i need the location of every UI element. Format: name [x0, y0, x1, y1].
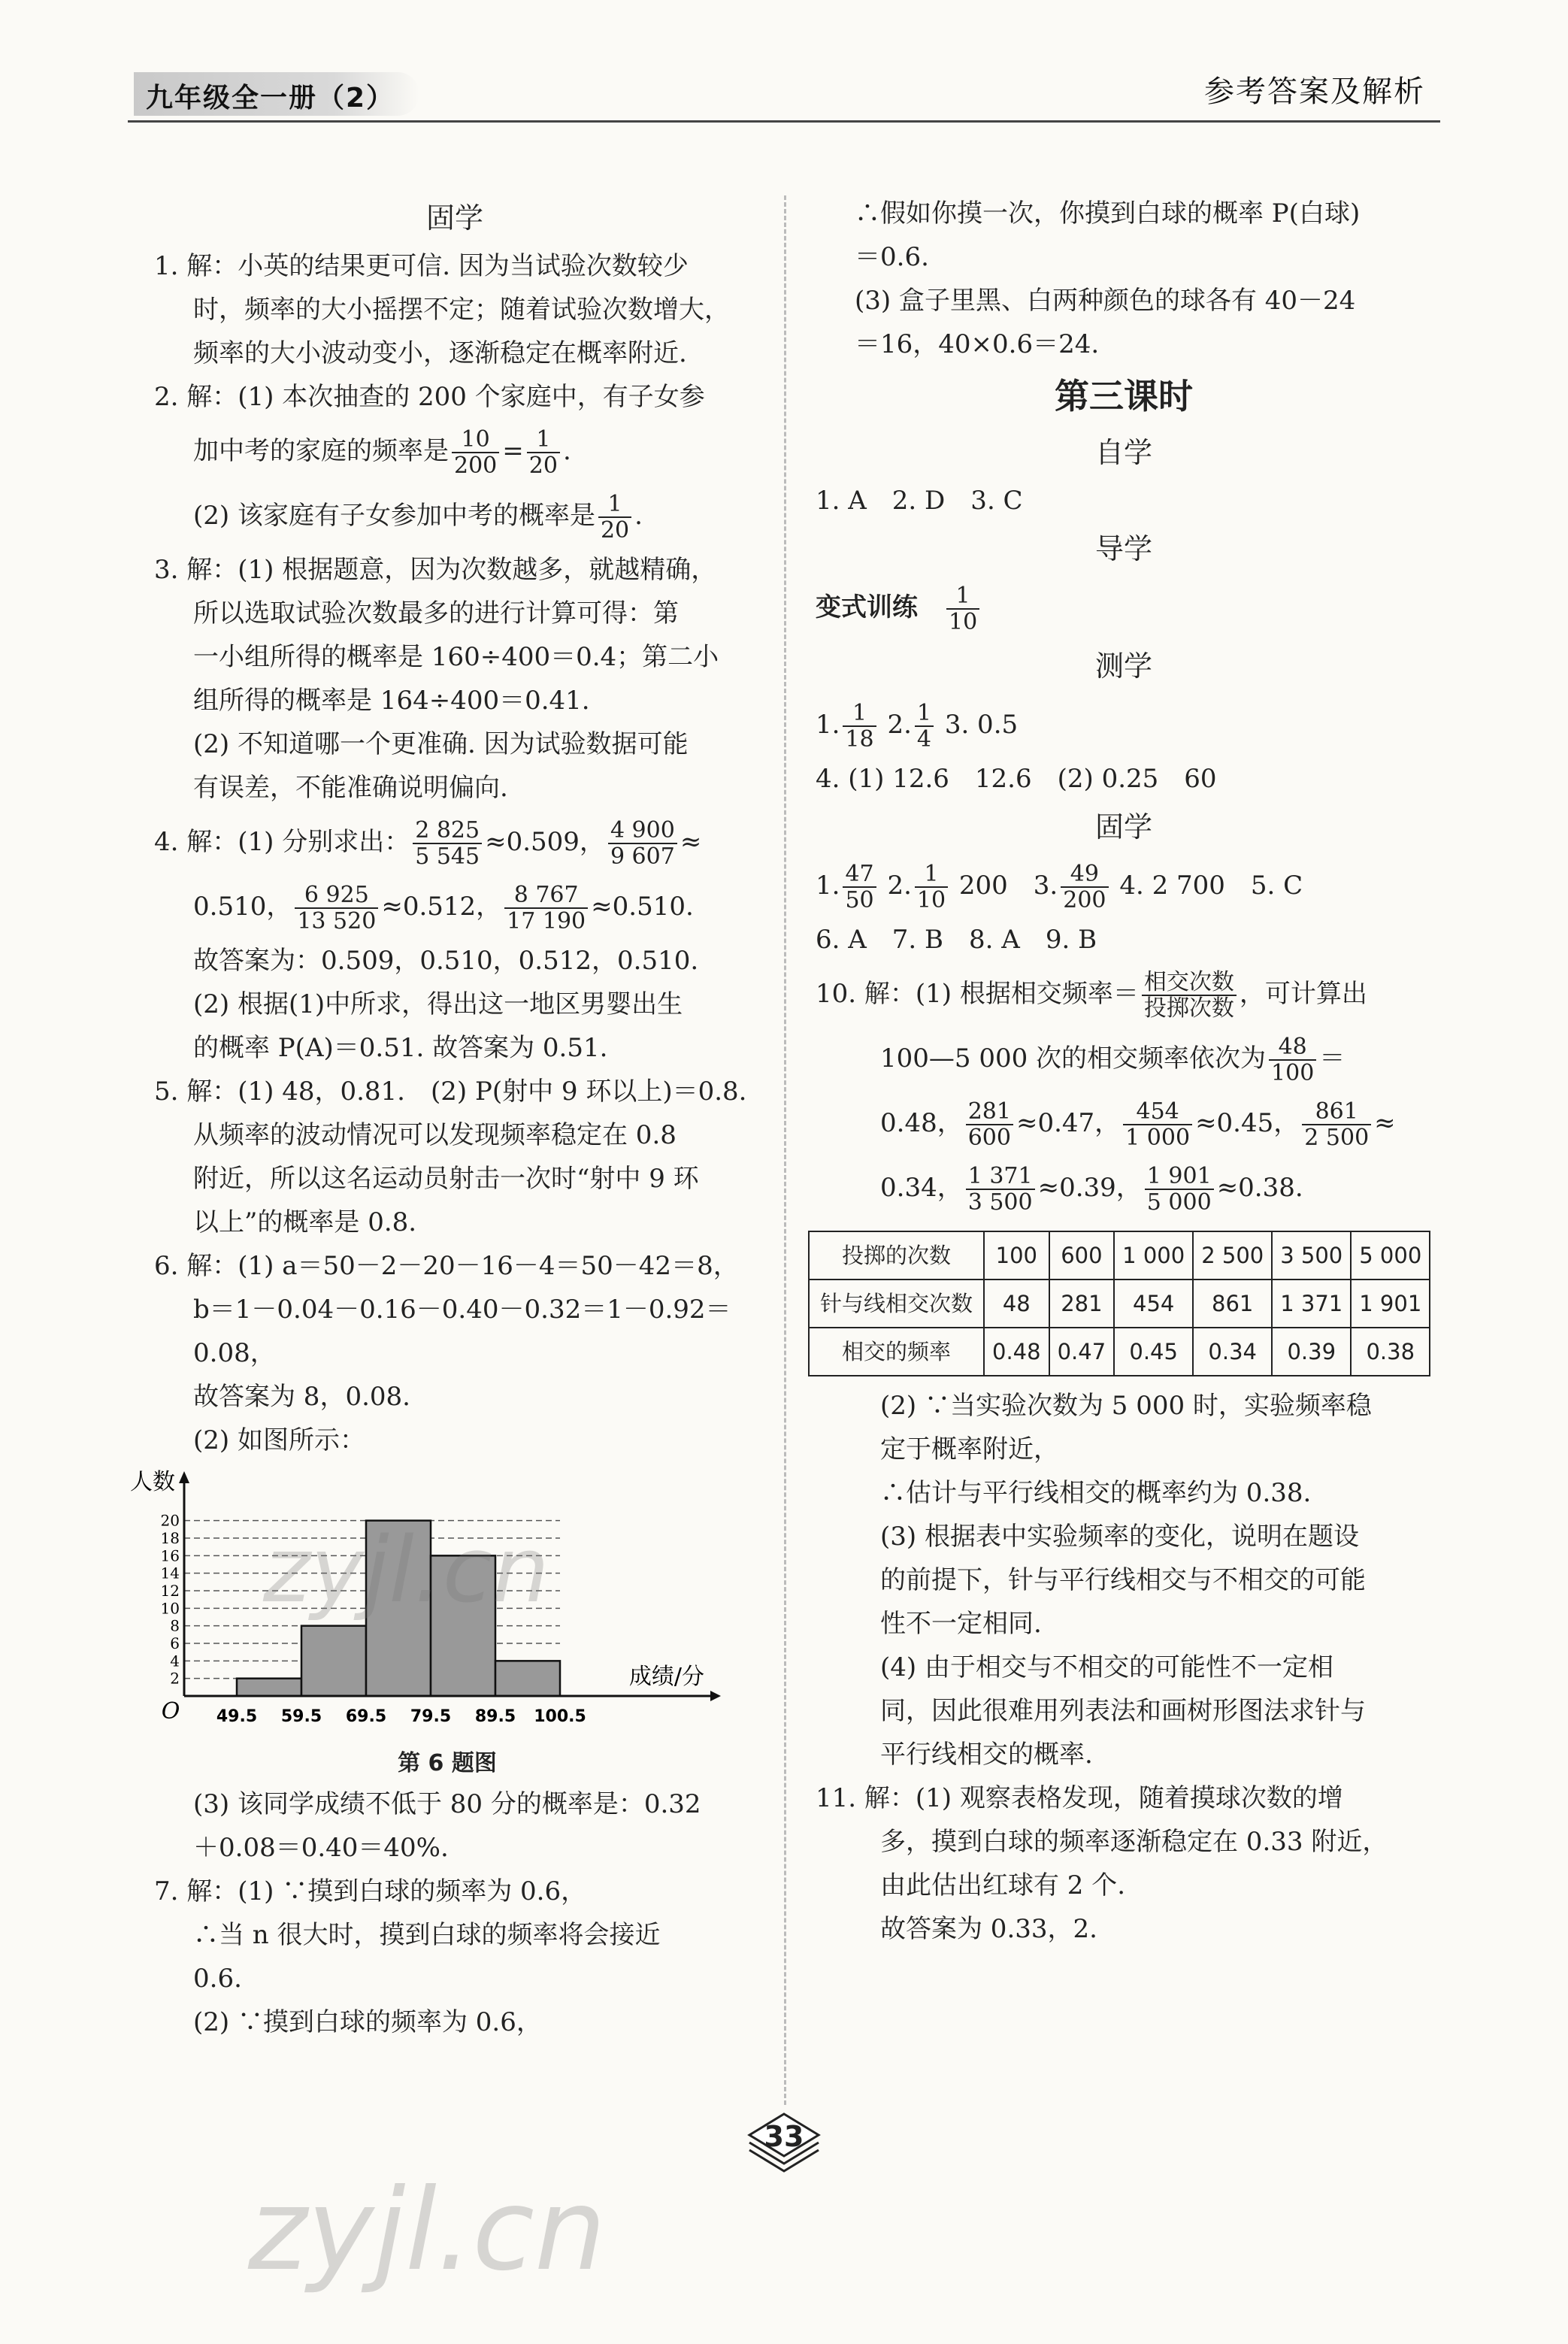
fraction: $\frac{49}{200}$ [1061, 862, 1108, 913]
y-tick-label: 6 [170, 1634, 180, 1652]
table-row: 投掷的次数 100 600 1 000 2 500 3 500 5 000 [809, 1231, 1430, 1280]
fraction: $\frac{10}{200}$ [452, 427, 499, 478]
fraction: $\frac{1}{20}$ [527, 427, 560, 478]
answer-q7: 7. 解：(1) ∵摸到白球的频率为 0.6， ∴当 n 很大时，摸到白球的频率将会接近 0.6. (2) ∵摸到白球的频率为 0.6， [154, 1876, 661, 2037]
x-tick-label: 59.5 [280, 1707, 322, 1726]
y-tick-label: 10 [160, 1599, 180, 1618]
zixue-heading: 自学 [1094, 436, 1152, 469]
right-column: ∴假如你摸一次，你摸到白球的概率 P(白球) ＝0.6. (3) 盒子里黑、白两种颜色的球各有 40－24 ＝16，40×0.6＝24. 第三课时 自学 1. A 2. D 3. C 导学 变式训练 $\frac{1}{10}$ 测学 1. $\frac{1}{18}$ 2. $\frac{1}{4}$ 3. 0.5 4. (1) 12.6 12.6 (2) 0.25 60 固学 1. $\frac{47}{50}$ 2. $\frac{1}{10}$ 200 3. $\frac{49}{200}$ 4. 2 700 5. C 6. A 7. B 8. A 9. B 10. 解：(1) 根据相交频率＝ $\frac{\text{相交次数}}{\text{投掷次数}}$ ，可计算出 100—5 000 次的相交频率依次为 $\frac{48}{100}$ ＝ 0.48， $\frac{281}{600}$ ≈0.47， $\frac{454}{1 000}$ ≈0.45， $\frac{861}{2 500}$ ≈ 0.34， $\frac{1 371}{3 500}$ ≈0.39， $\frac{1 901}{5 000}$ ≈0.38. 投掷的次数 100 600 1 000 2 500 3 500 5 000 针与线相交次数 48 281 454 861 1 371 1 901 相交的频率 0.48 0.47 0.45 0.34 0.39 0.38 (2) ∵当实验次数为 5 000 时，实验频率稳 定于概率附近， ∴估计与平行线相交的概率约为 0.38. (3) 根据表中实验频率的变化，说明在题设 的前提下，针与平行线相交与不相交的可能 性不一定相同. (4) 由于相交与不相交的可能性不一定相 同，因此很难用列表法和画树形图法求针与 平行线相交的概率. 11. 解：(1) 观察表格发现，随着摸球次数的增 多，摸到白球的频率逐渐稳定在 0.33 附近， 由此估出红球有 2 个. 故答案为 0.33，2. [816, 192, 1432, 1951]
x-tick-label: 89.5 [474, 1707, 516, 1726]
zixue-answers: 1. A 2. D 3. C [816, 486, 1023, 516]
frequency-table [808, 1231, 1430, 1376]
y-tick-label: 14 [160, 1564, 180, 1582]
fraction: $\frac{\text{相交次数}}{\text{投掷次数}}$ [1142, 970, 1237, 1021]
lesson-title: 第三课时 [1055, 376, 1193, 416]
answer-q10: 10. 解：(1) 根据相交频率＝ $\frac{\text{相交次数}}{\text{投掷次数}}$ ，可计算出 100—5 000 次的相交频率依次为 $\frac{48}{100}$ ＝ 0.48， $\frac{281}{600}$ ≈0.47， $\frac{454}{1 000}$ ≈0.45， $\frac{861}{2 500}$ ≈ 0.34， $\frac{1 371}{3 500}$ ≈0.39， $\frac{1 901}{5 000}$ ≈0.38. 投掷的次数 100 600 1 000 2 500 3 500 5 000 针与线相交次数 48 281 454 861 1 371 1 901 相交的频率 0.48 0.47 0.45 0.34 0.39 0.38 (2) ∵当实验次数为 5 000 时，实验频率稳 定于概率附近， ∴估计与平行线相交的概率约为 0.38. (3) 根据表中实验频率的变化，说明在题设 的前提下，针与平行线相交与不相交的可能 性不一定相同. (4) 由于相交与不相交的可能性不一定相 同，因此很难用列表法和画树形图法求针与 平行线相交的概率. [816, 962, 1432, 1776]
bianshi-answer: 变式训练 $\frac{1}{10}$ [816, 575, 1432, 640]
guxue-heading-2: 固学 [1094, 810, 1152, 843]
answer-q3: 3. 解：(1) 根据题意，因为次数越多，就越精确， 所以选取试验次数最多的进行计算可得：第 一小组所得的概率是 160÷400＝0.4；第二小 组所得的概率是 164÷400＝0.41. (2) 不知道哪一个更准确. 因为试验数据可能 有误差，不能准确说明偏向. [154, 555, 719, 803]
header-rule [128, 120, 1440, 123]
answer-q1: 1. 解：小英的结果更可信. 因为当试验次数较少 时，频率的大小摇摆不定；随着试验次数增大， 频率的大小波动变小，逐渐稳定在概率附近. [154, 251, 730, 368]
histogram-bar [301, 1626, 366, 1696]
daoxue-heading: 导学 [1094, 532, 1152, 565]
guxue-heading: 固学 [425, 201, 483, 235]
y-tick-label: 12 [160, 1582, 180, 1600]
fraction: $\frac{6 925}{13 520}$ [295, 883, 378, 934]
cexue-answers: 1. $\frac{1}{18}$ 2. $\frac{1}{4}$ 3. 0.5 [816, 700, 1019, 753]
fraction: $\frac{1}{20}$ [598, 492, 631, 543]
answer-q5: 5. 解：(1) 48，0.81. (2) P(射中 9 环以上)＝0.8. 从频率的波动情况可以发现频率稳定在 0.8 附近，所以这名运动员射击一次时“射中 9 环 以上”的概率是 0.8. [154, 1077, 747, 1237]
fraction: $\frac{1 371}{3 500}$ [966, 1164, 1035, 1215]
histogram-bar [237, 1679, 301, 1696]
cexue-heading: 测学 [1094, 650, 1152, 683]
fraction: $\frac{281}{600}$ [966, 1099, 1013, 1150]
x-tick-label: 69.5 [345, 1707, 387, 1726]
watermark-bottom: zyjl.cn [248, 2165, 607, 2296]
table-row: 针与线相交次数 48 281 454 861 1 371 1 901 [809, 1280, 1430, 1328]
fraction: $\frac{454}{1 000}$ [1123, 1099, 1192, 1150]
y-tick-label: 16 [160, 1546, 180, 1565]
y-tick-label: 20 [160, 1511, 180, 1530]
section-title: 参考答案及解析 [1204, 74, 1425, 109]
fraction: $\frac{1}{18}$ [843, 701, 876, 752]
y-axis-label: 人数 [130, 1469, 175, 1495]
chart-caption: 第 6 题图 [398, 1750, 497, 1776]
page-number: 33 [746, 2112, 822, 2165]
histogram-bar [495, 1661, 560, 1696]
y-axis-arrow [179, 1471, 189, 1483]
x-axis-arrow [710, 1691, 721, 1701]
answer-q7-cont: ∴假如你摸一次，你摸到白球的概率 P(白球) ＝0.6. (3) 盒子里黑、白两种颜色的球各有 40－24 ＝16，40×0.6＝24. [855, 198, 1361, 359]
answer-q11: 11. 解：(1) 观察表格发现，随着摸球次数的增 多，摸到白球的频率逐渐稳定在 0.33 附近， 由此估出红球有 2 个. 故答案为 0.33，2. [816, 1783, 1388, 1944]
x-axis-label: 成绩/分 [628, 1664, 704, 1690]
watermark-chart: zyjl.cn [263, 1519, 549, 1623]
fraction: $\frac{47}{50}$ [843, 862, 876, 913]
x-tick-label: 49.5 [216, 1707, 258, 1726]
column-divider [784, 195, 786, 2105]
fraction: $\frac{1}{4}$ [915, 701, 934, 752]
origin-label: O [161, 1698, 180, 1725]
fraction: $\frac{1}{10}$ [915, 862, 948, 913]
guxue-answers: 1. $\frac{47}{50}$ 2. $\frac{1}{10}$ 200 3. $\frac{49}{200}$ 4. 2 700 5. C [816, 861, 1303, 913]
y-tick-label: 4 [170, 1652, 180, 1670]
book-title-tab [134, 72, 419, 116]
fraction: $\frac{1 901}{5 000}$ [1145, 1164, 1214, 1215]
fraction: $\frac{48}{100}$ [1269, 1034, 1316, 1086]
y-tick-label: 18 [160, 1529, 180, 1547]
left-column [130, 192, 755, 2044]
book-title: 九年级全一册（2） [146, 83, 395, 114]
fraction: $\frac{4 900}{9 607}$ [608, 818, 677, 869]
answer-q4: 4. 解：(1) 分别求出： $\frac{2 825}{5 545}$ ≈0.509， $\frac{4 900}{9 607}$ ≈ 0.510， $\frac{6 925}{13 520}$ ≈0.512， $\frac{8 767}{17 190}$ ≈0.510. 故答案为：0.509，0.510，0.512，0.510. (2) 根据(1)中所求，得出这一地区男婴出生 的概率 P(A)＝0.51. 故答案为 0.51. [154, 817, 702, 1063]
x-tick-label: 100.5 [534, 1707, 586, 1726]
answer-q6: 6. 解：(1) a＝50－2－20－16－4＝50－42＝8， b＝1－0.04－0.16－0.40－0.32＝1－0.92＝ 0.08， 故答案为 8，0.08. (2) 如图所示： 2 4 6 8 10 12 14 16 18 20 49.5 59.5 69.5 79.5 89.5 100.5 人数 成绩/分 O 第 6 题图 (3) 该同学成绩不低于 80 分的概率是：0.32 ＋0.08＝0.40＝40%. [154, 1244, 755, 1870]
x-tick-label: 79.5 [410, 1707, 452, 1726]
fraction: $\frac{1}{10}$ [946, 583, 979, 634]
y-tick-label: 8 [170, 1616, 180, 1635]
y-tick-label: 2 [170, 1669, 180, 1688]
answer-q2: 2. 解：(1) 本次抽查的 200 个家庭中，有子女参 加中考的家庭的频率是 $\frac{10}{200}$ = $\frac{1}{20}$ . (2) 该家庭有子女参加中考的概率是 $\frac{1}{20}$ . [154, 382, 705, 544]
fraction: $\frac{861}{2 500}$ [1302, 1099, 1371, 1150]
table-row: 相交的频率 0.48 0.47 0.45 0.34 0.39 0.38 [809, 1328, 1430, 1376]
fraction: $\frac{8 767}{17 190}$ [504, 883, 588, 934]
fraction: $\frac{2 825}{5 545}$ [413, 818, 482, 869]
